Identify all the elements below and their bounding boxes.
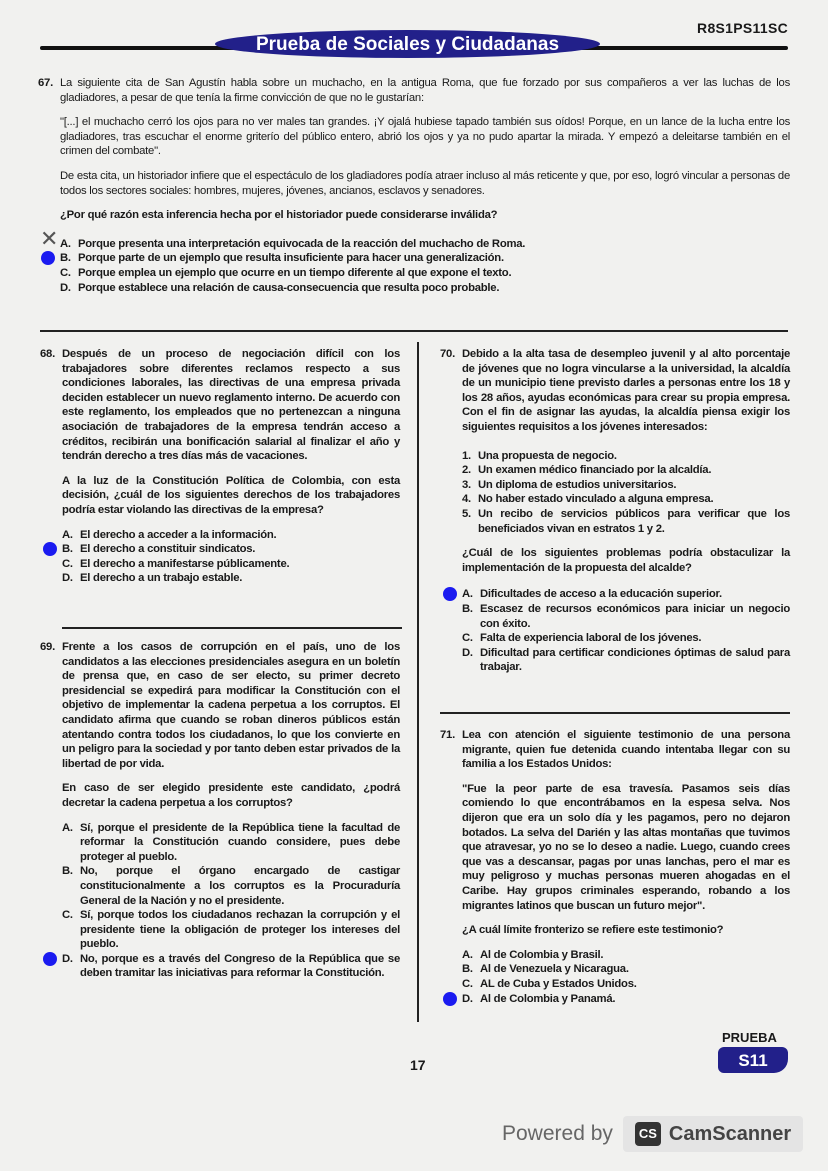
question-prompt: ¿Por qué razón esta inferencia hecha por el historiador puede considerarse inválida? — [60, 209, 498, 222]
question-intro: Después de un proceso de negociación difícil con los trabajadores sobre diferentes reclamos respecto a sus condiciones laborales, las directivas de una empresa privada deciden establecer un nuevo reglamento interno. De acuerdo con este reglamento, los empleados que no pertenezcan a ninguna asociación de trabajadores de la empresa tendrán acceso a créditos, recibirán una bonificación salarial al finalizar el año y tendrán derecho a tres días más de vacaciones. — [62, 348, 400, 463]
option-c[interactable]: C. AL de Cuba y Estados Unidos. — [462, 977, 637, 990]
option-b[interactable]: B. No, porque el órgano encargado de castigar constitucionalmente a los corruptos es la Procuraduría General de la Nación y no el presidente. — [62, 865, 400, 907]
question-intro: Debido a la alta tasa de desempleo juvenil y al alto porcentaje de jóvenes que no logra vincularse a la universidad, la alcaldía de un municipio tiene previsto darles a personas entre los 18 y los 28 años, ayudas económicas para crear su propia empresa. Con el fin de asignar las ayudas, la alcaldía piensa exigir los siguientes requisitos a los jóvenes interesados: — [462, 348, 790, 433]
column-divider — [417, 342, 419, 1022]
question-quote: "[...] el muchacho cerró los ojos para no ver males tan grandes. ¡Y ojalá hubiese tapado también sus oídos! Porque, en un lance de la lucha entre los gladiadores, tras escuchar el enorme griterío del público entero, abrió los ojos y ya no pudo apartar la mirada. Y empezó a deleitarse también en el crimen del combate". — [60, 116, 790, 158]
option-a[interactable]: A. Sí, porque el presidente de la República tiene la facultad de reformar la Constitución cuando considere, pues debe proteger al pueblo. — [62, 821, 400, 863]
test-code: R8S1PS11SC — [697, 20, 788, 36]
requirement-item: 2. Un examen médico financiado por la alcaldía. — [462, 464, 712, 477]
question-number: 67. — [38, 77, 53, 89]
section-divider — [440, 712, 790, 714]
option-b[interactable]: B. El derecho a constituir sindicatos. — [62, 542, 400, 557]
page-number: 17 — [410, 1057, 426, 1073]
option-d[interactable]: D. Dificultad para certificar condiciones óptimas de salud para trabajar. — [462, 646, 790, 674]
section-divider — [62, 627, 402, 629]
question-quote: "Fue la peor parte de esa travesía. Pasamos seis días comiendo lo que encontrábamos en la espesa selva. Nos dijeron que era un solo día y les pagamos, pero no dejaron botados. La selva del Darién y las altas montañas que tuvimos que atravesar, yo no se lo deseo a nadie. Luego, cuando crees que vas a descansar, pagas por unas lanchas, pero el mar es muy peligroso y muchas personas mueren ahogadas en el Caribe. Hay grupos criminales esperando, robando a los migrantes latinos que buscan un futuro mejor". — [462, 782, 790, 912]
powered-by-text: Powered by — [502, 1122, 613, 1145]
option-d[interactable]: D. Porque establece una relación de causa-consecuencia que resulta poco probable. — [60, 281, 500, 294]
camscanner-name: CamScanner — [668, 1122, 792, 1145]
camscanner-logo-icon: CS — [635, 1122, 661, 1146]
requirements-list — [462, 449, 790, 537]
requirement-item: 5. Un recibo de servicios públicos para verificar que los beneficiados vivan en estratos 1 y 2. — [462, 507, 790, 535]
option-d[interactable]: D. El derecho a un trabajo estable. — [62, 572, 243, 585]
question-prompt: ¿Cuál de los siguientes problemas podría obstaculizar la implementación de la propuesta del alcalde? — [462, 547, 790, 574]
badge-code: S11 — [718, 1047, 788, 1073]
option-c[interactable]: C. Porque emplea un ejemplo que ocurre en un tiempo diferente al que expone el texto. — [60, 266, 512, 279]
question-number: 70. — [440, 348, 455, 360]
option-c[interactable]: C. El derecho a manifestarse públicamente. — [62, 557, 290, 570]
question-number: 68. — [40, 348, 55, 360]
badge-label: PRUEBA — [722, 1030, 777, 1045]
option-c[interactable]: C. Falta de experiencia laboral de los jóvenes. — [462, 632, 702, 645]
question-number: 71. — [440, 729, 455, 741]
option-b[interactable]: B. Escasez de recursos económicos para iniciar un negocio con éxito. — [462, 602, 790, 630]
question-prompt: A la luz de la Constitución Política de Colombia, con esta decisión, ¿cuál de los siguientes derechos de los trabajadores podría estar violando las directivas de la empresa? — [62, 474, 400, 516]
answer-marker — [43, 952, 57, 966]
camscanner-watermark — [502, 1116, 803, 1152]
section-divider — [40, 330, 788, 332]
option-a[interactable]: A. El derecho a acceder a la información. — [62, 528, 277, 541]
question-68 — [40, 347, 400, 586]
option-b[interactable]: B. Porque parte de un ejemplo que resulta insuficiente para hacer una generalización. — [60, 251, 790, 266]
question-intro: La siguiente cita de San Agustín habla sobre un muchacho, en la antigua Roma, que fue forzado por sus compañeros a ver las luchas de los gladiadores, a pesar de que tenía la firme convicción de que no le gustarían: — [60, 77, 790, 104]
option-d[interactable]: D. Al de Colombia y Panamá. — [462, 992, 790, 1007]
answer-marker — [443, 992, 457, 1006]
question-context: De esta cita, un historiador infiere que el espectáculo de los gladiadores podía atraer incluso al más reticente y que, por eso, logró vincular a personas de todos los sectores sociales: hombres, mujeres, jóvenes, ancianos, esclavos y senadores. — [60, 169, 790, 197]
question-prompt: En caso de ser elegido presidente este candidato, ¿podrá decretar la cadena perpetua a los corruptos? — [62, 782, 400, 809]
option-a[interactable]: A. Dificultades de acceso a la educación superior. — [462, 587, 790, 602]
question-prompt: ¿A cuál límite fronterizo se refiere este testimonio? — [462, 924, 724, 937]
question-70 — [440, 347, 790, 675]
question-69 — [40, 640, 400, 981]
question-67 — [38, 76, 790, 295]
question-intro: Frente a los casos de corrupción en el país, uno de los candidatos a las elecciones presidenciales asegura en un boletín de prensa que, en caso de ser electo, su primer decreto presidencial se expedirá para modificar la Constitución con el objetivo de implementar la cadena perpetua a los corruptos. El candidato afirma que cuando se roban dineros públicos están atentando contra todos los ciudadanos, lo que los convierte en un peligro para la sociedad y por tanto deben estar privados de la libertad de por vida. — [62, 641, 400, 770]
option-d[interactable]: D. No, porque es a través del Congreso de la República que se deben tramitar las iniciativas para reformar la Constitución. — [62, 952, 400, 981]
option-a[interactable]: A. Al de Colombia y Brasil. — [462, 948, 604, 961]
question-number: 69. — [40, 641, 55, 653]
camscanner-brand — [623, 1116, 803, 1152]
requirement-item: 3. Un diploma de estudios universitarios. — [462, 478, 677, 491]
requirement-item: 1. Una propuesta de negocio. — [462, 449, 617, 462]
pencil-x-mark: ✕ — [40, 226, 59, 251]
question-intro: Lea con atención el siguiente testimonio de una persona migrante, quien fue detenida cuando intentaba llegar con su familia a los Estados Unidos: — [462, 729, 790, 771]
option-b[interactable]: B. Al de Venezuela y Nicaragua. — [462, 963, 629, 976]
question-71 — [440, 728, 790, 1006]
page-title: Prueba de Sociales y Ciudadanas — [215, 30, 600, 58]
option-a[interactable]: A. Porque presenta una interpretación equivocada de la reacción del muchacho de Roma. — [60, 237, 526, 250]
option-c[interactable]: C. Sí, porque todos los ciudadanos rechazan la corrupción y el presidente tiene la obligación de proteger los intereses del pueblo. — [62, 909, 400, 951]
requirement-item: 4. No haber estado vinculado a alguna empresa. — [462, 493, 714, 506]
